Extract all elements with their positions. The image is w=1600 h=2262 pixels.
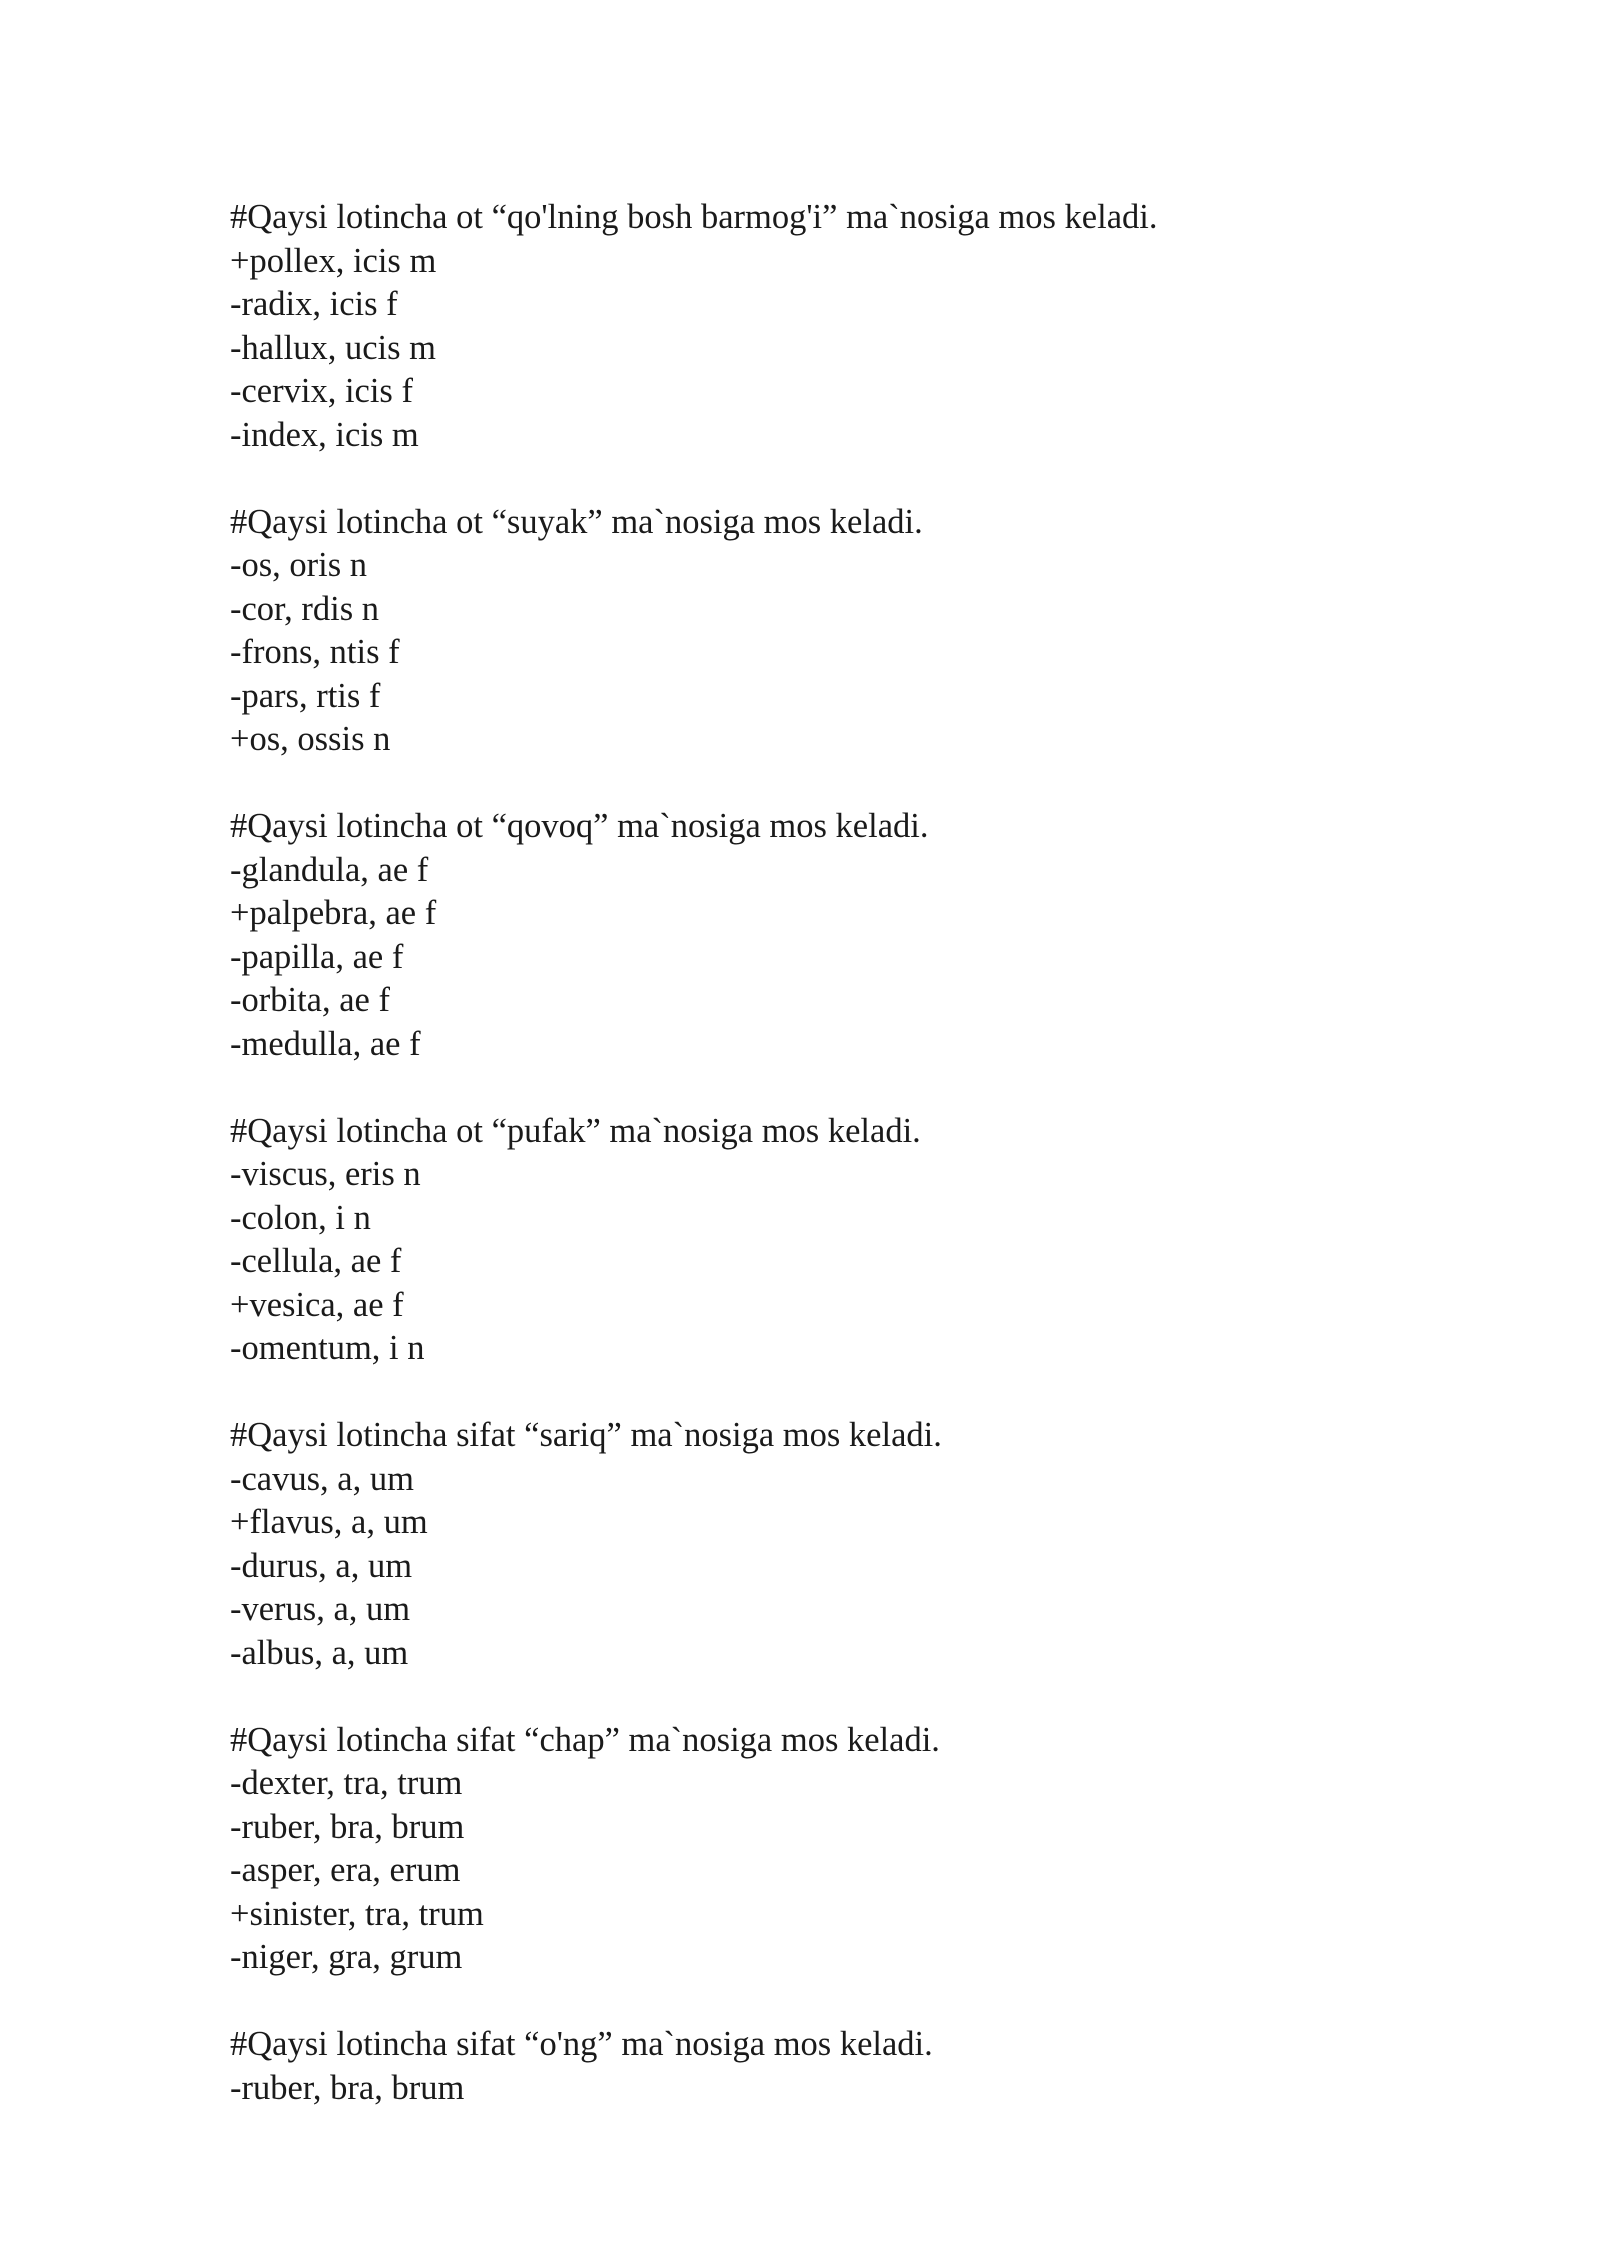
answer-option: -verus, a, um: [230, 1590, 411, 1628]
answer-option: -frons, ntis f: [230, 633, 400, 671]
question-block: [230, 1414, 1430, 1675]
question-text: #Qaysi lotincha ot “suyak” ma`nosiga mos keladi.: [230, 502, 923, 541]
answer-option: -niger, gra, grum: [230, 1938, 463, 1976]
question-block: [230, 2023, 1430, 2110]
answer-option: -ruber, bra, brum: [230, 2068, 465, 2107]
answer-option: -omentum, i n: [230, 1329, 425, 1367]
question-text: #Qaysi lotincha sifat “sariq” ma`nosiga mos keladi.: [230, 1416, 942, 1454]
question-block: [230, 196, 1430, 457]
answer-option: -papilla, ae f: [230, 937, 404, 976]
answer-option: +os, ossis n: [230, 720, 391, 758]
answer-option: -hallux, ucis m: [230, 328, 437, 367]
answer-option: -index, icis m: [230, 415, 419, 454]
document-page: [230, 196, 1430, 2154]
answer-option: +sinister, tra, trum: [230, 1894, 484, 1933]
answer-option: -dexter, tra, trum: [230, 1764, 463, 1802]
answer-option: -albus, a, um: [230, 1633, 409, 1672]
question-block: [230, 1719, 1430, 1980]
question-block: [230, 1110, 1430, 1371]
answer-option: -cavus, a, um: [230, 1459, 414, 1498]
answer-option: +palpebra, ae f: [230, 894, 437, 932]
answer-option: -viscus, eris n: [230, 1155, 421, 1193]
answer-option: -radix, icis f: [230, 285, 398, 323]
answer-option: -asper, era, erum: [230, 1851, 461, 1889]
answer-option: -medulla, ae f: [230, 1024, 421, 1063]
question-text: #Qaysi lotincha sifat “chap” ma`nosiga mos keladi.: [230, 1720, 940, 1759]
answer-option: -ruber, bra, brum: [230, 1807, 465, 1846]
question-block: [230, 805, 1430, 1066]
question-text: #Qaysi lotincha ot “pufak” ma`nosiga mos keladi.: [230, 1111, 921, 1150]
answer-option: -pars, rtis f: [230, 676, 381, 715]
answer-option: -cor, rdis n: [230, 589, 380, 628]
question-block: [230, 501, 1430, 762]
answer-option: -glandula, ae f: [230, 850, 429, 889]
answer-option: -durus, a, um: [230, 1546, 413, 1585]
answer-option: -cellula, ae f: [230, 1242, 402, 1280]
answer-option: -os, oris n: [230, 546, 368, 584]
question-text: #Qaysi lotincha sifat “o'ng” ma`nosiga mos keladi.: [230, 2025, 933, 2063]
answer-option: -colon, i n: [230, 1198, 371, 1237]
answer-option: +vesica, ae f: [230, 1285, 404, 1324]
answer-option: -orbita, ae f: [230, 981, 390, 1019]
question-text: #Qaysi lotincha ot “qo'lning bosh barmog'i” ma`nosiga mos keladi.: [230, 198, 1158, 236]
answer-option: +pollex, icis m: [230, 241, 437, 280]
answer-option: -cervix, icis f: [230, 372, 413, 410]
question-text: #Qaysi lotincha ot “qovoq” ma`nosiga mos keladi.: [230, 807, 929, 845]
answer-option: +flavus, a, um: [230, 1503, 428, 1541]
